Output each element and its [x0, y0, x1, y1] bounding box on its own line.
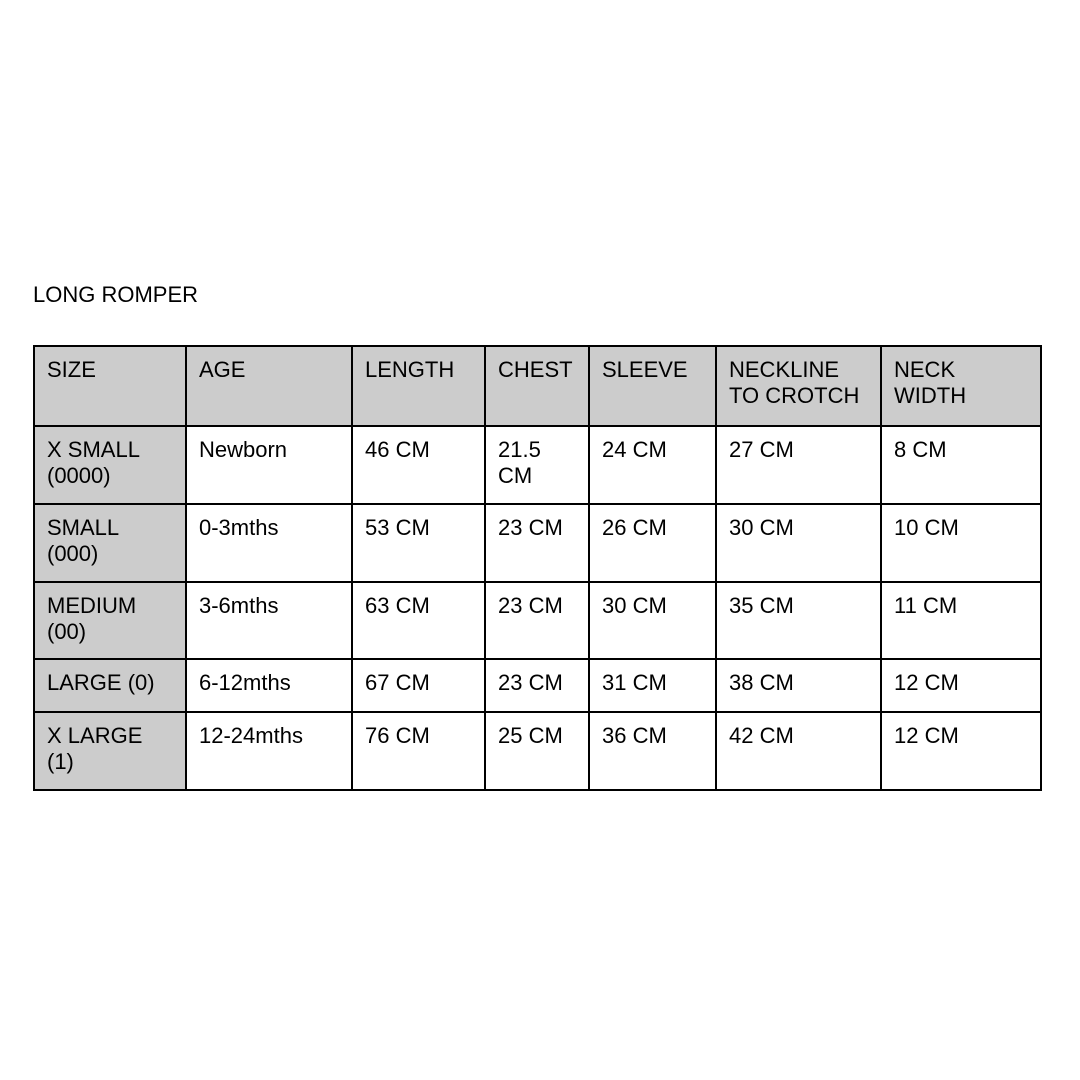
cell-age: 6-12mths — [186, 659, 352, 712]
cell-chest: 23 CM — [485, 582, 589, 659]
table-row-x-large — [34, 712, 1041, 790]
cell-age: 0-3mths — [186, 504, 352, 582]
cell-sleeve: 30 CM — [589, 582, 716, 659]
header-cell-neck-width: NECK WIDTH — [881, 346, 1041, 426]
table-row-small — [34, 504, 1041, 582]
cell-length: 67 CM — [352, 659, 485, 712]
cell-chest: 23 CM — [485, 659, 589, 712]
table-row-x-small — [34, 426, 1041, 504]
header-cell-neckline-to-crotch: NECKLINE TO CROTCH — [716, 346, 881, 426]
table-row-large — [34, 659, 1041, 712]
cell-neckline-to-crotch: 38 CM — [716, 659, 881, 712]
cell-neck-width: 10 CM — [881, 504, 1041, 582]
cell-length: 53 CM — [352, 504, 485, 582]
size-chart-table — [33, 345, 1042, 791]
page-title: LONG ROMPER — [33, 282, 199, 307]
cell-age: 12-24mths — [186, 712, 352, 790]
header-cell-size: SIZE — [34, 346, 186, 426]
cell-size: X LARGE (1) — [34, 712, 186, 790]
header-cell-age: AGE — [186, 346, 352, 426]
cell-neckline-to-crotch: 30 CM — [716, 504, 881, 582]
cell-neck-width: 11 CM — [881, 582, 1041, 659]
cell-chest: 23 CM — [485, 504, 589, 582]
cell-chest: 21.5 CM — [485, 426, 589, 504]
cell-neck-width: 8 CM — [881, 426, 1041, 504]
cell-length: 63 CM — [352, 582, 485, 659]
header-cell-sleeve: SLEEVE — [589, 346, 716, 426]
cell-sleeve: 31 CM — [589, 659, 716, 712]
cell-sleeve: 26 CM — [589, 504, 716, 582]
cell-neck-width: 12 CM — [881, 712, 1041, 790]
cell-size: MEDIUM (00) — [34, 582, 186, 659]
cell-size: LARGE (0) — [34, 659, 186, 712]
header-cell-length: LENGTH — [352, 346, 485, 426]
header-cell-chest: CHEST — [485, 346, 589, 426]
cell-age: Newborn — [186, 426, 352, 504]
cell-neckline-to-crotch: 35 CM — [716, 582, 881, 659]
cell-size: X SMALL (0000) — [34, 426, 186, 504]
cell-length: 76 CM — [352, 712, 485, 790]
cell-sleeve: 24 CM — [589, 426, 716, 504]
cell-sleeve: 36 CM — [589, 712, 716, 790]
cell-neckline-to-crotch: 42 CM — [716, 712, 881, 790]
cell-size: SMALL (000) — [34, 504, 186, 582]
cell-length: 46 CM — [352, 426, 485, 504]
cell-chest: 25 CM — [485, 712, 589, 790]
cell-neckline-to-crotch: 27 CM — [716, 426, 881, 504]
cell-neck-width: 12 CM — [881, 659, 1041, 712]
cell-age: 3-6mths — [186, 582, 352, 659]
table-header-row — [34, 346, 1041, 426]
table-row-medium — [34, 582, 1041, 659]
